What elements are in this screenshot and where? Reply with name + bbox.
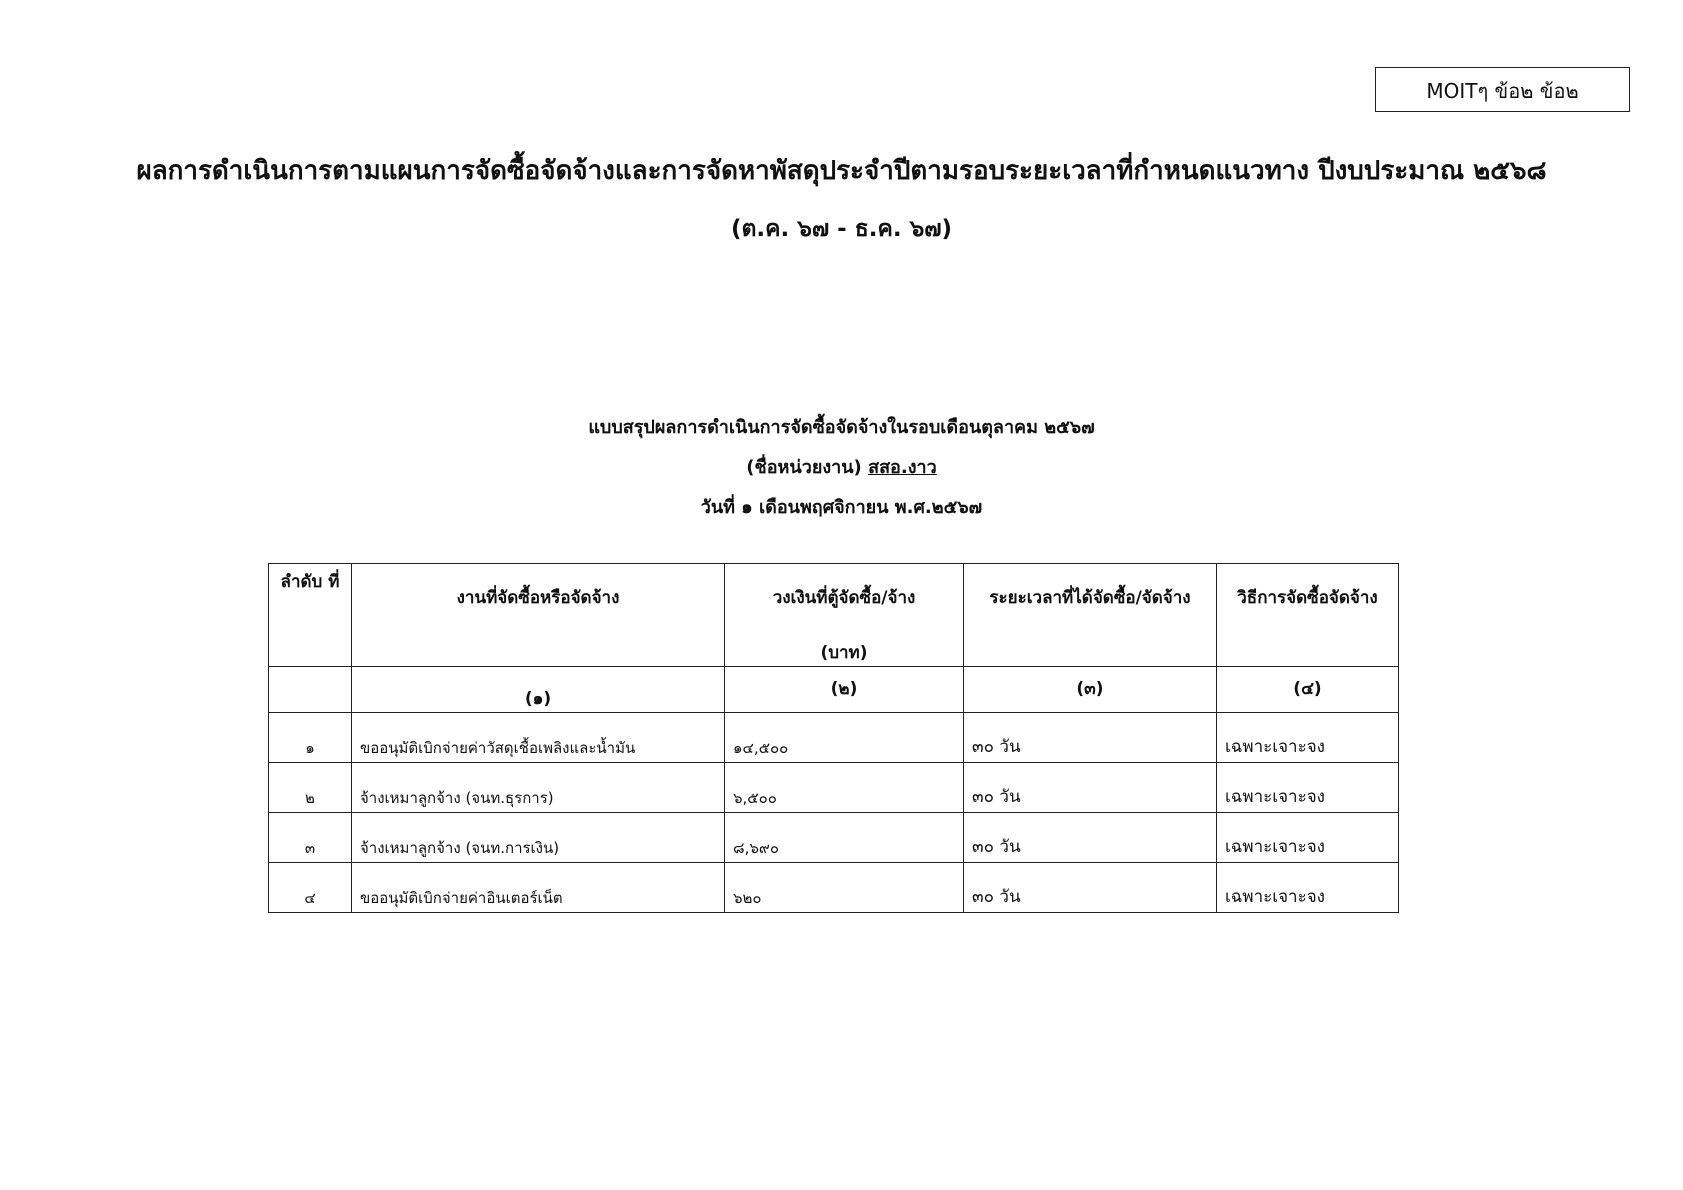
row-method: เฉพาะเจาะจง	[1217, 713, 1399, 763]
column-number-blank	[269, 667, 352, 713]
row-amount: ๑๔,๕๐๐	[725, 713, 964, 763]
table-row	[269, 763, 1399, 813]
header-amount-label: วงเงินที่ตู้จัดซื้อ/จ้าง	[772, 588, 916, 608]
header-item: งานที่จัดซื้อหรือจัดจ้าง	[352, 564, 725, 667]
unit-label: (ชื่อหน่วยงาน)	[746, 457, 862, 478]
row-period: ๓๐ วัน	[964, 713, 1217, 763]
header-amount-unit: (บาท)	[820, 643, 868, 663]
row-period: ๓๐ วัน	[964, 763, 1217, 813]
column-number: (๓)	[964, 667, 1217, 713]
row-amount: ๖๒๐	[725, 863, 964, 913]
header-method: วิธีการจัดซื้อจัดจ้าง	[1217, 564, 1399, 667]
row-method: เฉพาะเจาะจง	[1217, 813, 1399, 863]
row-item: ขออนุมัติเบิกจ่ายค่าวัสดุเชื้อเพลิงและน้ำมัน	[352, 713, 725, 763]
row-method: เฉพาะเจาะจง	[1217, 763, 1399, 813]
table-row	[269, 863, 1399, 913]
row-amount: ๘,๖๙๐	[725, 813, 964, 863]
unit-name: สสอ.งาว	[868, 457, 937, 478]
row-seq: ๑	[269, 713, 352, 763]
row-period: ๓๐ วัน	[964, 813, 1217, 863]
header-amount	[725, 564, 964, 667]
row-period: ๓๐ วัน	[964, 863, 1217, 913]
header-period: ระยะเวลาที่ได้จัดซื้อ/จัดจ้าง	[964, 564, 1217, 667]
column-number: (๔)	[1217, 667, 1399, 713]
row-seq: ๒	[269, 763, 352, 813]
row-item: จ้างเหมาลูกจ้าง (จนท.ธุรการ)	[352, 763, 725, 813]
row-seq: ๓	[269, 813, 352, 863]
row-item: จ้างเหมาลูกจ้าง (จนท.การเงิน)	[352, 813, 725, 863]
page-title: ผลการดำเนินการตามแผนการจัดซื้อจัดจ้างและการจัดหาพัสดุประจำปีตามรอบระยะเวลาที่กำหนดแนวทาง ปีงบประมาณ ๒๕๖๘	[136, 156, 1547, 186]
column-number: (๑)	[352, 667, 725, 713]
procurement-table	[268, 563, 1399, 913]
document-code: MOITๆ ข้อ๒ ข้อ๒	[1426, 79, 1579, 103]
column-number-row	[269, 667, 1399, 713]
row-amount: ๖,๕๐๐	[725, 763, 964, 813]
row-seq: ๔	[269, 863, 352, 913]
row-method: เฉพาะเจาะจง	[1217, 863, 1399, 913]
form-title: แบบสรุปผลการดำเนินการจัดซื้อจัดจ้างในรอบเดือนตุลาคม ๒๕๖๗	[588, 417, 1095, 438]
row-item: ขออนุมัติเบิกจ่ายค่าอินเตอร์เน็ต	[352, 863, 725, 913]
document-code-box	[1375, 67, 1630, 112]
table-row	[269, 813, 1399, 863]
page-subtitle: (ต.ค. ๖๗ - ธ.ค. ๖๗)	[730, 216, 953, 242]
report-date: วันที่ ๑ เดือนพฤศจิกายน พ.ศ.๒๕๖๗	[700, 497, 983, 518]
header-seq: ลำดับ ที่	[269, 564, 352, 667]
column-number: (๒)	[725, 667, 964, 713]
table-header-row	[269, 564, 1399, 667]
unit-line	[0, 452, 1683, 481]
table-row	[269, 713, 1399, 763]
